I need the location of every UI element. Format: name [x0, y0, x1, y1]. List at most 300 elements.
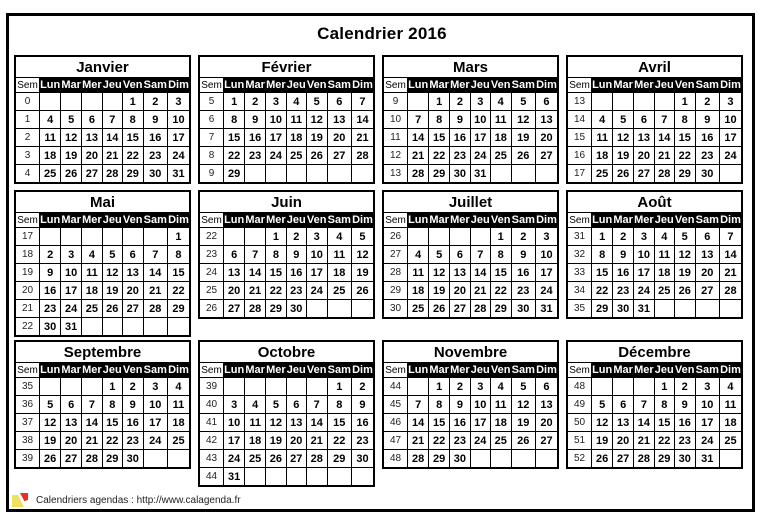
week-number-cell: 39 [15, 450, 40, 469]
day-cell: 17 [634, 264, 655, 282]
day-column-header: Dim [720, 79, 741, 91]
day-cell: 12 [351, 246, 374, 264]
day-cell: 12 [40, 414, 61, 432]
week-number-cell: 48 [383, 450, 408, 469]
week-number-cell: 33 [567, 264, 592, 282]
day-cell: 8 [327, 396, 351, 414]
day-cell: 3 [695, 378, 719, 396]
day-column-header: Dim [352, 364, 373, 376]
day-cell: 29 [429, 450, 450, 469]
day-cell: 23 [450, 147, 471, 165]
day-cell: 15 [266, 264, 287, 282]
day-cell: 27 [327, 147, 351, 165]
day-cell [695, 300, 719, 319]
week-row [383, 264, 558, 282]
day-cell: 18 [490, 414, 511, 432]
day-cell: 25 [490, 147, 511, 165]
day-column-header: Lun [224, 364, 245, 376]
week-number-cell: 15 [567, 129, 592, 147]
day-cell: 22 [122, 147, 143, 165]
day-cell [266, 378, 287, 396]
day-cell: 26 [613, 165, 634, 184]
day-cell: 5 [40, 396, 61, 414]
day-cell [351, 300, 374, 319]
day-cell: 26 [592, 450, 613, 469]
day-column-header: Sam [695, 79, 719, 91]
week-row [567, 396, 742, 414]
week-number-cell: 47 [383, 432, 408, 450]
day-column-header: Lun [592, 214, 613, 226]
day-cell [82, 93, 103, 111]
day-cell: 7 [82, 396, 103, 414]
week-number-cell: 20 [15, 282, 40, 300]
month-title: Novembre [383, 341, 558, 363]
day-cell [408, 378, 429, 396]
day-cell: 1 [674, 93, 695, 111]
day-cell [490, 165, 511, 184]
day-column-header: Dim [352, 214, 373, 226]
day-cell: 22 [167, 282, 190, 300]
day-cell: 28 [408, 165, 429, 184]
week-column-header: Sem [383, 363, 408, 378]
day-column-header: Mar [429, 364, 449, 376]
day-cell: 23 [695, 147, 719, 165]
week-number-cell: 37 [15, 414, 40, 432]
day-cell: 2 [613, 228, 634, 246]
week-number-cell: 5 [199, 93, 224, 111]
day-cell: 14 [351, 111, 374, 129]
day-cell [82, 318, 103, 337]
day-cell: 16 [351, 414, 374, 432]
day-cell: 23 [286, 282, 306, 300]
week-number-cell: 2 [15, 129, 40, 147]
week-row [199, 246, 374, 264]
week-column-header: Sem [567, 213, 592, 228]
week-row [15, 111, 190, 129]
day-cell [286, 378, 306, 396]
day-cell: 6 [695, 228, 719, 246]
week-column-header: Sem [383, 213, 408, 228]
day-cell: 3 [306, 228, 327, 246]
day-cell: 25 [654, 282, 674, 300]
day-cell [61, 228, 82, 246]
week-row [15, 147, 190, 165]
week-number-cell: 9 [199, 165, 224, 184]
day-cell [306, 300, 327, 319]
week-row [199, 450, 374, 468]
day-cell: 7 [351, 93, 374, 111]
day-cell: 26 [351, 282, 374, 300]
week-row [15, 246, 190, 264]
day-cell [470, 450, 490, 469]
day-cell: 14 [306, 414, 327, 432]
day-cell: 5 [511, 378, 535, 396]
day-cell: 22 [429, 432, 450, 450]
day-cell: 4 [719, 378, 742, 396]
week-row [567, 147, 742, 165]
day-cell: 17 [306, 264, 327, 282]
week-number-cell: 26 [199, 300, 224, 319]
day-cell: 30 [143, 165, 167, 184]
day-column-header: Sam [511, 214, 535, 226]
day-cell: 21 [245, 282, 266, 300]
week-row [567, 246, 742, 264]
day-cell: 15 [654, 414, 674, 432]
day-cell: 8 [674, 111, 695, 129]
day-cell: 20 [535, 129, 558, 147]
day-cell: 1 [654, 378, 674, 396]
months-grid [9, 16, 752, 509]
day-cell: 16 [613, 264, 634, 282]
day-column-header: Lun [40, 214, 61, 226]
day-cell: 1 [490, 228, 511, 246]
week-row [15, 396, 190, 414]
day-column-header: Dim [168, 214, 189, 226]
day-cell [535, 450, 558, 469]
day-cell: 10 [470, 396, 490, 414]
day-cell: 3 [470, 93, 490, 111]
day-cell [102, 318, 122, 337]
day-column-header: Ven [674, 79, 695, 91]
week-row [15, 264, 190, 282]
day-column-header: Mer [82, 79, 102, 91]
day-cell: 15 [224, 129, 245, 147]
day-cell: 1 [592, 228, 613, 246]
day-cell: 15 [674, 129, 695, 147]
day-cell: 26 [40, 450, 61, 469]
month-table-juin [198, 190, 375, 319]
day-cell: 24 [719, 147, 742, 165]
day-cell: 2 [674, 378, 695, 396]
day-cell: 19 [61, 147, 82, 165]
day-cell: 3 [224, 396, 245, 414]
day-cell [306, 468, 327, 487]
day-cell: 1 [167, 228, 190, 246]
day-cell: 18 [592, 147, 613, 165]
day-cell [224, 378, 245, 396]
month-table-fevrier [198, 55, 375, 184]
week-number-cell: 35 [567, 300, 592, 319]
day-cell: 4 [286, 93, 306, 111]
footer-link[interactable]: Calendriers agendas : http://www.calagenda.fr [36, 495, 241, 506]
day-cell: 29 [592, 300, 613, 319]
day-cell [167, 318, 190, 337]
day-column-header: Ven [674, 214, 695, 226]
day-cell [40, 228, 61, 246]
day-cell: 8 [654, 396, 674, 414]
day-cell: 20 [327, 129, 351, 147]
day-column-header: Sam [511, 364, 535, 376]
day-cell: 29 [102, 450, 122, 469]
day-cell: 2 [122, 378, 143, 396]
week-row [567, 228, 742, 246]
day-cell: 25 [490, 432, 511, 450]
day-cell: 4 [654, 228, 674, 246]
day-cell [351, 468, 374, 487]
day-cell: 11 [167, 396, 190, 414]
day-column-header: Dim [720, 214, 741, 226]
day-column-header: Ven [490, 214, 511, 226]
week-row [567, 264, 742, 282]
day-column-header: Jeu [470, 79, 490, 91]
week-number-cell: 10 [383, 111, 408, 129]
day-cell: 2 [450, 93, 471, 111]
day-cell: 9 [40, 264, 61, 282]
week-row [567, 300, 742, 319]
day-cell: 23 [613, 282, 634, 300]
day-cell: 21 [408, 432, 429, 450]
day-cell: 20 [450, 282, 471, 300]
week-column-header: Sem [15, 78, 40, 93]
week-number-cell: 22 [15, 318, 40, 337]
day-cell: 1 [102, 378, 122, 396]
day-cell: 27 [450, 300, 471, 319]
day-cell: 27 [224, 300, 245, 319]
day-cell: 3 [167, 93, 190, 111]
day-cell: 30 [511, 300, 535, 319]
day-cell [82, 378, 103, 396]
day-cell [40, 93, 61, 111]
day-cell: 6 [122, 246, 143, 264]
week-row [383, 282, 558, 300]
day-cell: 28 [102, 165, 122, 184]
day-cell: 26 [511, 432, 535, 450]
day-cell [613, 93, 634, 111]
day-cell: 5 [613, 111, 634, 129]
day-cell: 2 [40, 246, 61, 264]
day-column-header: Mar [613, 364, 633, 376]
day-cell: 27 [82, 165, 103, 184]
week-number-cell: 30 [383, 300, 408, 319]
day-cell: 30 [286, 300, 306, 319]
day-cell: 6 [286, 396, 306, 414]
day-cell: 8 [429, 111, 450, 129]
day-cell: 13 [327, 111, 351, 129]
day-cell: 21 [143, 282, 167, 300]
day-column-header: Ven [674, 364, 695, 376]
day-cell: 23 [511, 282, 535, 300]
day-column-header: Mer [450, 364, 470, 376]
day-cell: 16 [511, 264, 535, 282]
week-row [383, 165, 558, 184]
day-column-header: Lun [408, 364, 429, 376]
day-cell: 23 [351, 432, 374, 450]
day-cell [634, 93, 655, 111]
day-cell: 8 [122, 111, 143, 129]
day-cell: 18 [408, 282, 429, 300]
day-cell [511, 450, 535, 469]
month-table-septembre [14, 340, 191, 469]
day-column-header: Ven [122, 364, 143, 376]
day-cell [327, 165, 351, 184]
day-cell: 13 [224, 264, 245, 282]
day-cell [245, 228, 266, 246]
month-title: Mai [15, 191, 190, 213]
calagenda-logo-icon [11, 493, 29, 508]
week-number-cell: 9 [383, 93, 408, 111]
day-cell: 19 [613, 147, 634, 165]
day-column-header: Dim [720, 364, 741, 376]
day-cell: 2 [450, 378, 471, 396]
day-cell: 17 [470, 414, 490, 432]
day-cell: 11 [490, 111, 511, 129]
page-title: Calendrier 2016 [317, 24, 447, 43]
day-cell: 11 [82, 264, 103, 282]
month-title: Février [199, 56, 374, 78]
month-title: Juin [199, 191, 374, 213]
day-cell: 7 [634, 396, 655, 414]
day-cell: 25 [82, 300, 103, 318]
week-number-cell: 17 [15, 228, 40, 246]
day-cell: 27 [634, 165, 655, 184]
day-cell: 28 [143, 300, 167, 318]
day-column-header: Dim [536, 214, 557, 226]
day-cell: 28 [82, 450, 103, 469]
day-cell: 31 [224, 468, 245, 487]
day-cell: 17 [61, 282, 82, 300]
day-column-header: Mer [266, 214, 286, 226]
day-cell: 13 [695, 246, 719, 264]
day-cell [429, 228, 450, 246]
day-column-header: Jeu [286, 79, 306, 91]
day-cell: 5 [61, 111, 82, 129]
week-row [567, 129, 742, 147]
day-cell: 4 [40, 111, 61, 129]
week-row [199, 468, 374, 487]
month-title: Décembre [567, 341, 742, 363]
day-cell: 19 [511, 129, 535, 147]
day-cell: 24 [167, 147, 190, 165]
day-column-header: Mar [429, 214, 449, 226]
day-column-header: Lun [592, 79, 613, 91]
day-column-header: Sam [695, 364, 719, 376]
month-table-octobre [198, 340, 375, 487]
day-cell: 19 [674, 264, 695, 282]
week-number-cell: 27 [383, 246, 408, 264]
day-cell: 1 [429, 378, 450, 396]
day-cell: 23 [674, 432, 695, 450]
week-row [567, 111, 742, 129]
week-row [383, 246, 558, 264]
week-column-header: Sem [567, 78, 592, 93]
day-column-header: Sam [327, 214, 351, 226]
day-column-header: Mar [613, 79, 633, 91]
day-cell: 28 [306, 450, 327, 468]
day-cell: 15 [429, 129, 450, 147]
day-column-header: Lun [40, 79, 61, 91]
week-row [199, 165, 374, 184]
day-cell: 1 [429, 93, 450, 111]
day-cell: 22 [102, 432, 122, 450]
day-cell [102, 93, 122, 111]
day-cell: 18 [167, 414, 190, 432]
week-number-cell: 48 [567, 378, 592, 396]
day-cell: 9 [143, 111, 167, 129]
day-cell: 6 [327, 93, 351, 111]
day-cell: 4 [592, 111, 613, 129]
day-cell [719, 450, 742, 469]
week-number-cell: 17 [567, 165, 592, 184]
day-cell: 16 [674, 414, 695, 432]
day-column-header: Mar [61, 214, 81, 226]
day-cell: 9 [613, 246, 634, 264]
day-cell [245, 378, 266, 396]
day-cell: 28 [470, 300, 490, 319]
day-column-header: Ven [306, 79, 327, 91]
day-cell: 28 [634, 450, 655, 469]
month-title: Septembre [15, 341, 190, 363]
day-cell: 24 [61, 300, 82, 318]
day-cell: 5 [511, 93, 535, 111]
day-cell: 1 [224, 93, 245, 111]
week-row [199, 111, 374, 129]
day-cell: 22 [224, 147, 245, 165]
day-cell: 7 [102, 111, 122, 129]
day-column-header: Mar [61, 364, 81, 376]
day-column-header: Mer [634, 364, 654, 376]
day-cell: 8 [592, 246, 613, 264]
day-column-header: Jeu [470, 214, 490, 226]
day-cell: 4 [490, 378, 511, 396]
day-cell: 13 [535, 111, 558, 129]
day-column-header: Lun [592, 364, 613, 376]
day-cell: 12 [266, 414, 287, 432]
week-row [567, 414, 742, 432]
day-cell: 17 [167, 129, 190, 147]
week-row [199, 300, 374, 319]
day-cell: 5 [306, 93, 327, 111]
week-row [15, 282, 190, 300]
day-column-header: Ven [122, 79, 143, 91]
day-cell: 10 [695, 396, 719, 414]
day-cell: 31 [470, 165, 490, 184]
week-number-cell: 32 [567, 246, 592, 264]
day-column-header: Mar [245, 214, 265, 226]
week-number-cell: 4 [15, 165, 40, 184]
day-cell: 17 [695, 414, 719, 432]
day-cell: 10 [535, 246, 558, 264]
day-cell [143, 318, 167, 337]
day-cell: 5 [674, 228, 695, 246]
day-cell: 21 [470, 282, 490, 300]
week-number-cell: 16 [567, 147, 592, 165]
day-cell: 19 [351, 264, 374, 282]
day-cell [511, 165, 535, 184]
day-cell: 14 [654, 129, 674, 147]
day-cell: 24 [224, 450, 245, 468]
day-cell: 30 [450, 450, 471, 469]
week-number-cell: 12 [383, 147, 408, 165]
day-cell: 2 [245, 93, 266, 111]
day-cell: 4 [490, 93, 511, 111]
day-column-header: Sam [143, 79, 167, 91]
day-cell: 1 [327, 378, 351, 396]
week-number-cell: 46 [383, 414, 408, 432]
week-row [567, 378, 742, 396]
day-cell: 29 [167, 300, 190, 318]
day-cell: 21 [351, 129, 374, 147]
day-cell: 22 [266, 282, 287, 300]
day-cell: 26 [61, 165, 82, 184]
day-cell: 20 [695, 264, 719, 282]
day-cell: 26 [102, 300, 122, 318]
week-number-cell: 7 [199, 129, 224, 147]
week-number-cell: 22 [199, 228, 224, 246]
day-column-header: Lun [224, 214, 245, 226]
day-cell: 14 [408, 414, 429, 432]
day-cell: 17 [535, 264, 558, 282]
month-table-mars [382, 55, 559, 184]
